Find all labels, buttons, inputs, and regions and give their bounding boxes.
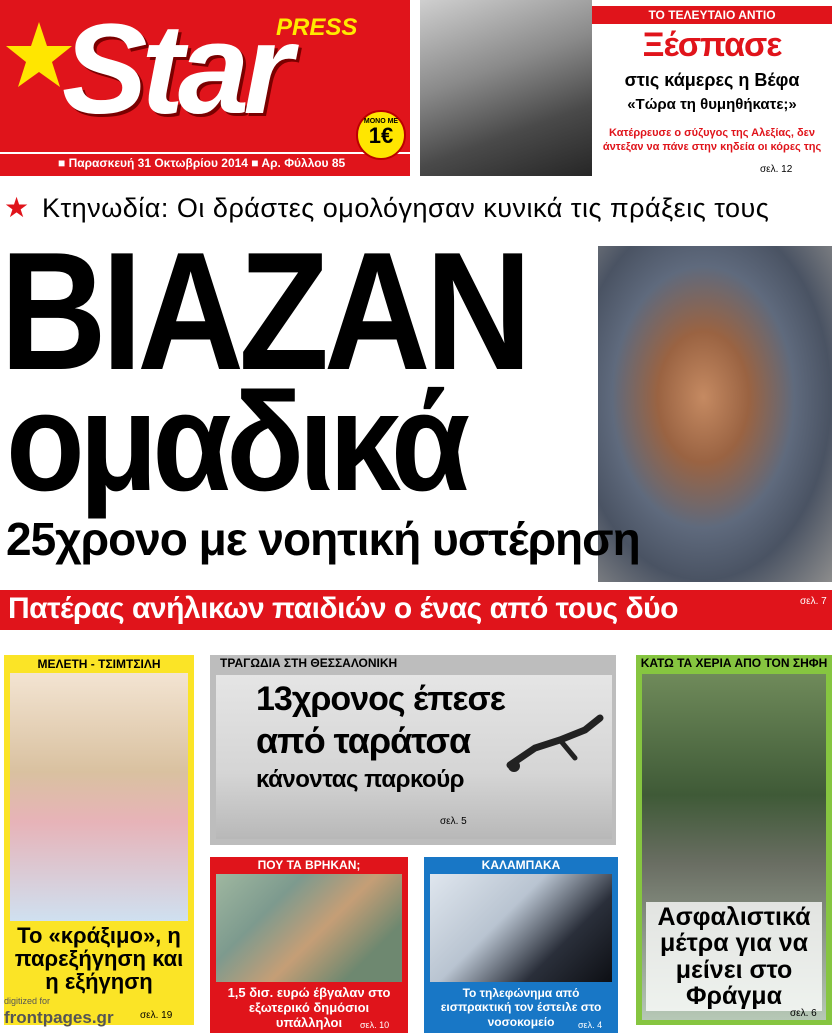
kicker-star-icon: ★: [4, 192, 30, 223]
kalampaka-tag: ΚΑΛΑΜΠΑΚΑ: [481, 858, 561, 872]
vefa-note: Κατέρρευσε ο σύζυγος της Αλεξίας, δεν άντεξαν να πάνε στην κηδεία οι κόρες της: [602, 127, 822, 154]
main-subtitle: 25χρονο με νοητική υστέρηση: [6, 513, 640, 565]
logo-press: PRESS: [276, 14, 358, 41]
meleti-headline: Το «κράξιμο», η παρεξήγηση και η εξήγηση: [14, 923, 184, 995]
date-issue: ■ Παρασκευή 31 Οκτωβρίου 2014 ■ Αρ. Φύλλου 85: [58, 156, 346, 170]
vefa-subtitle: στις κάμερες η Βέφα: [624, 70, 800, 90]
vefa-page-ref: σελ. 12: [760, 164, 793, 175]
thess-line2: από ταράτσα: [256, 720, 471, 761]
kalampaka-page-ref: σελ. 4: [578, 1020, 603, 1030]
price-value: 1€: [368, 123, 394, 148]
meleti-page-ref: σελ. 19: [140, 1010, 173, 1021]
money-tag: ΠΟΥ ΤΑ ΒΡΗΚΑΝ;: [257, 858, 361, 872]
thess-line3: κάνοντας παρκούρ: [256, 766, 465, 793]
logo-star: Star: [62, 0, 287, 141]
main-headline-line1[interactable]: ΒΙΑΖΑΝ: [0, 217, 527, 405]
vefa-quote: «Τώρα τη θυμηθήκατε;»: [627, 96, 797, 113]
money-headline: 1,5 δισ. ευρώ έβγαλαν στο εξωτερικό δημόσιοι υπάλληλοι: [227, 985, 391, 1030]
thess-page-ref: σελ. 5: [440, 816, 467, 827]
sifis-headline: Ασφαλιστικά μέτρα για να μείνει στο Φράγμα: [646, 902, 822, 1011]
sifis-page-ref: σελ. 6: [790, 1008, 817, 1019]
vefa-tag: ΤΟ ΤΕΛΕΥΤΑΙΟ ΑΝΤΙΟ: [592, 6, 832, 24]
meleti-photo: [10, 673, 188, 921]
kalampaka-headline: Το τηλεφώνημα από εισπρακτική τον έστειλε στο νοσοκομείο: [440, 986, 602, 1029]
vefa-photo: [420, 0, 592, 176]
money-photo: [216, 874, 402, 982]
main-kicker: Κτηνωδία: Οι δράστες ομολόγησαν κυνικά τις πράξεις τους: [42, 193, 770, 223]
parkour-figure-icon: [500, 710, 610, 780]
kalampaka-photo: [430, 874, 612, 982]
vefa-title[interactable]: Ξέσπασε: [642, 26, 782, 64]
main-strip-text: Πατέρας ανήλικων παιδιών ο ένας από τους δύο: [8, 592, 678, 625]
meleti-tag: ΜΕΛΕΤΗ - ΤΣΙΜΤΣΙΛΗ: [37, 657, 161, 671]
star-icon: [4, 20, 74, 90]
credit-line1: digitized for: [4, 996, 51, 1006]
thess-tag: ΤΡΑΓΩΔΙΑ ΣΤΗ ΘΕΣΣΑΛΟΝΙΚΗ: [220, 656, 398, 670]
thess-line1: 13χρονος έπεσε: [256, 680, 505, 718]
sifis-tag: ΚΑΤΩ ΤΑ ΧΕΡΙΑ ΑΠΟ ΤΟΝ ΣΗΦΗ: [640, 656, 828, 670]
price-label: ΜΟΝΟ ΜΕ: [363, 118, 399, 125]
money-page-ref: σελ. 10: [360, 1020, 390, 1030]
main-page-ref: σελ. 7: [800, 596, 827, 607]
credit-line2[interactable]: frontpages.gr: [4, 1008, 114, 1027]
price-badge: [356, 110, 406, 160]
main-headline-line2[interactable]: ομαδικά: [6, 363, 465, 520]
